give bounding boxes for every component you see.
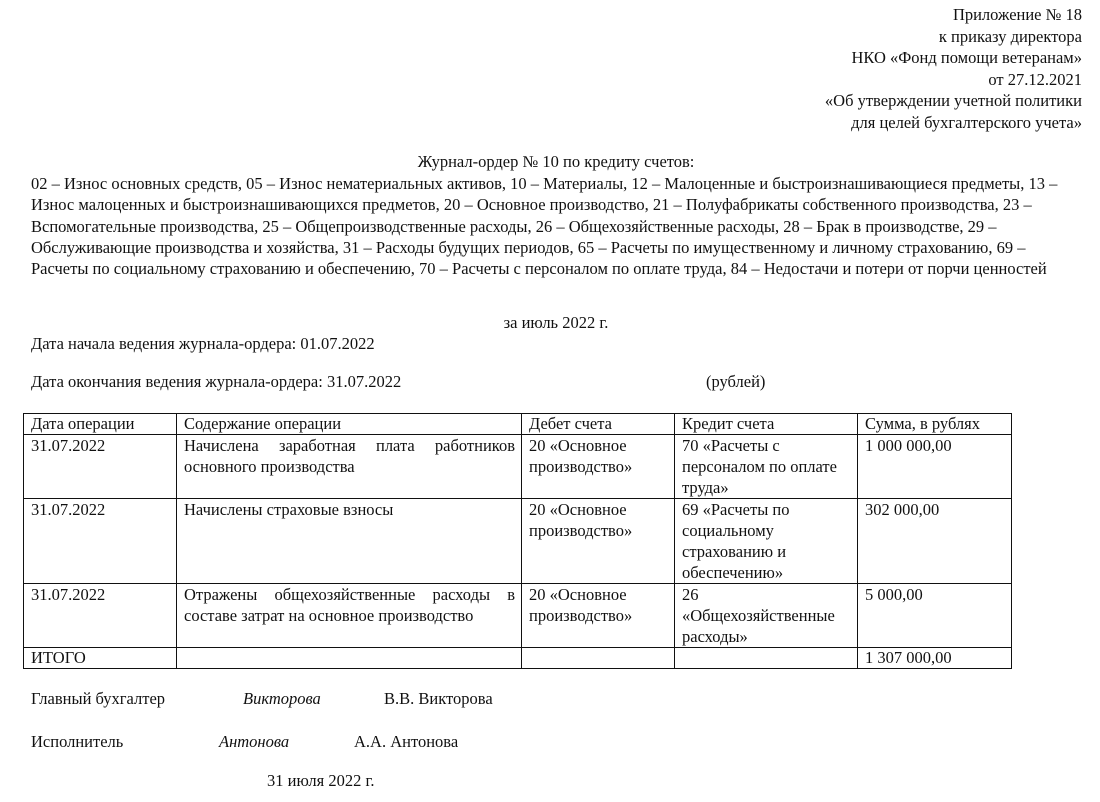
end-date: Дата окончания ведения журнала-ордера: 31.07.2022 [31, 372, 402, 391]
cell-date: 31.07.2022 [24, 499, 177, 584]
appendix-line: НКО «Фонд помощи ветеранам» [851, 48, 1082, 67]
appendix-line: для целей бухгалтерского учета» [851, 112, 1082, 132]
total-empty-cell [675, 648, 858, 669]
table-row [24, 499, 1012, 584]
appendix-line: Приложение № 18 [952, 5, 1082, 24]
table-header-row [24, 414, 1012, 435]
cell-credit: 26 «Общехозяйственные расходы» [675, 584, 858, 648]
executor-role: Исполнитель [31, 732, 124, 751]
cell-credit: 69 «Расчеты по социальному страхованию и обеспечению» [675, 499, 858, 584]
journal-period: за июль 2022 г. [503, 313, 609, 332]
cell-content: Начислены страховые взносы [177, 499, 522, 584]
cell-debit: 20 «Основное производство» [522, 435, 675, 499]
cell-content: Начислена заработная плата работников основного производства [177, 435, 522, 499]
total-amount: 1 307 000,00 [858, 648, 1012, 669]
appendix-header [825, 4, 1082, 133]
cell-amount: 5 000,00 [858, 584, 1012, 648]
header-credit: Кредит счета [675, 414, 858, 435]
header-content: Содержание операции [177, 414, 522, 435]
header-amount: Сумма, в рублях [858, 414, 1012, 435]
cell-debit: 20 «Основное производство» [522, 499, 675, 584]
journal-title: Журнал-ордер № 10 по кредиту счетов: [417, 152, 695, 171]
chief-accountant-name: В.В. Викторова [384, 689, 493, 708]
journal-table [23, 413, 1012, 669]
start-date: Дата начала ведения журнала-ордера: 01.07.2022 [31, 334, 375, 353]
document-date: 31 июля 2022 г. [267, 771, 375, 790]
total-label: ИТОГО [24, 648, 177, 669]
cell-date: 31.07.2022 [24, 584, 177, 648]
cell-amount: 302 000,00 [858, 499, 1012, 584]
appendix-line: к приказу директора [938, 26, 1082, 46]
executor-name: А.А. Антонова [354, 732, 459, 751]
chief-accountant-signature: Викторова [243, 689, 321, 708]
appendix-line: «Об утверждении учетной политики [824, 91, 1082, 110]
appendix-line: от 27.12.2021 [988, 69, 1082, 89]
table-row [24, 584, 1012, 648]
header-debit: Дебет счета [522, 414, 675, 435]
total-empty-cell [177, 648, 522, 669]
cell-amount: 1 000 000,00 [858, 435, 1012, 499]
cell-credit: 70 «Расчеты с персоналом по оплате труда» [675, 435, 858, 499]
cell-content: Отражены общехозяйственные расходы в составе затрат на основное производство [177, 584, 522, 648]
cell-date: 31.07.2022 [24, 435, 177, 499]
currency-note: (рублей) [706, 372, 766, 391]
executor-signature: Антонова [219, 732, 290, 751]
cell-debit: 20 «Основное производство» [522, 584, 675, 648]
table-row [24, 435, 1012, 499]
total-empty-cell [522, 648, 675, 669]
header-date: Дата операции [24, 414, 177, 435]
chief-accountant-role: Главный бухгалтер [31, 689, 166, 708]
table-total-row [24, 648, 1012, 669]
accounts-list: 02 – Износ основных средств, 05 – Износ нематериальных активов, 10 – Материалы, 12 – Малоценные и быстроизнашивающиеся предметы, 13 – Износ малоценных и быстроизнашивающихся предметов, 20 – Основное производство, 21 – Полуфабрикаты собственного производства, 23 – Вспомогательные производства, 25 – Общепроизводственные расходы, 26 – Общехозяйственные расходы, 28 – Брак в производстве, 29 – Обслуживающие производства и хозяйства, 31 – Расходы будущих периодов, 65 – Расчеты по имущественному и личному страхованию, 69 – Расчеты по социальному страхованию и обеспечению, 70 – Расчеты с персоналом по оплате труда, 84 – Недостачи и потери от порчи ценностей [31, 174, 1058, 279]
